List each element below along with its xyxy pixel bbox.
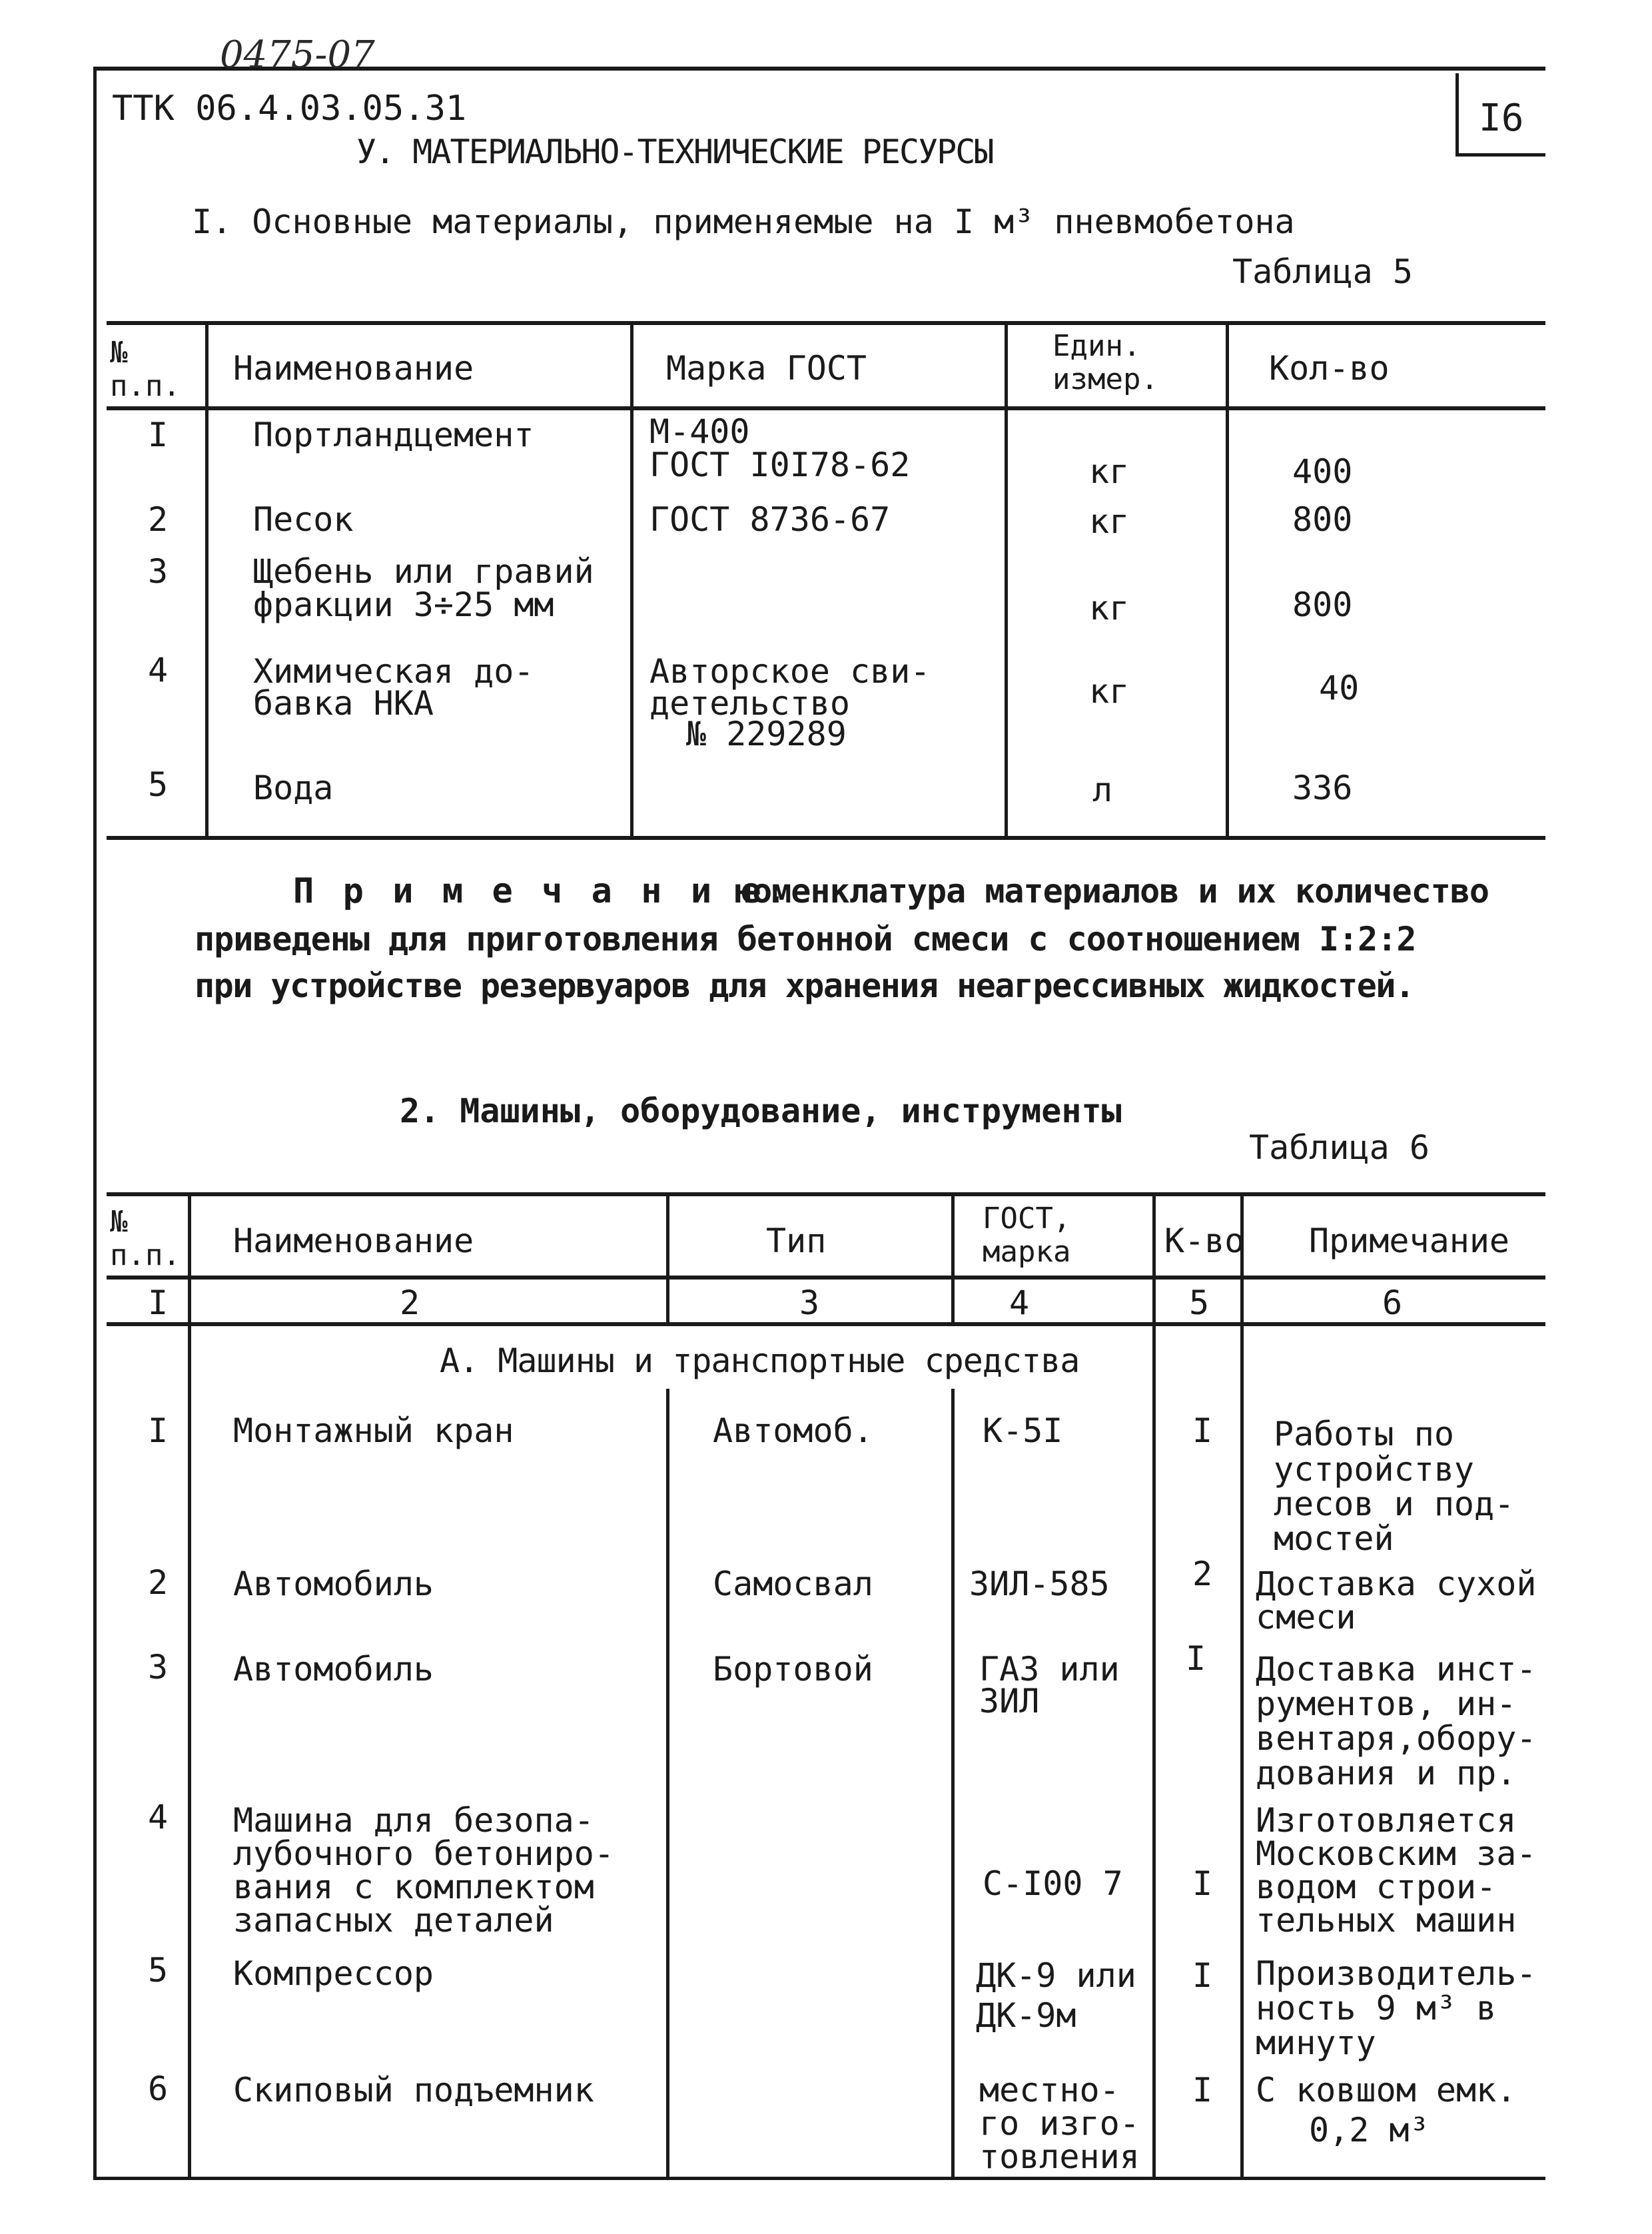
table5-cell-unit: кг <box>1089 589 1130 627</box>
table5-col-divider-1 <box>205 323 208 836</box>
table5-cell-gost: М-400 <box>649 412 750 451</box>
table6-cell-name: Монтажный кран <box>233 1411 514 1450</box>
table5-cell-num: 4 <box>148 651 169 689</box>
page-number-box <box>1455 73 1545 157</box>
table6-cell-note: С ковшом емк. <box>1256 2071 1517 2109</box>
table5-cell-num: 5 <box>148 765 169 804</box>
frame-bottom <box>93 2177 1545 2180</box>
table6-cell-note: смеси <box>1256 1598 1356 1637</box>
section-title: У. МАТЕРИАЛЬНО-ТЕХНИЧЕСКИЕ РЕСУРСЫ <box>356 133 993 171</box>
note-label: П р и м е ч а н и е: <box>293 871 791 911</box>
table5-col-divider-3 <box>1005 323 1008 836</box>
table5-header-num: № п.п. <box>110 336 181 403</box>
table6-cell-note: Изготовляется <box>1256 1801 1517 1840</box>
note-line-1: номенклатура материалов и их количество <box>733 872 1489 911</box>
table6-colnum: 5 <box>1189 1284 1210 1322</box>
table5-cell-qty: 400 <box>1292 452 1353 491</box>
table6-cell-gost: го изго- <box>979 2104 1140 2143</box>
table6-cell-note: Производитель- <box>1256 1954 1537 1993</box>
table6-cell-name: Скиповый подъемник <box>233 2071 594 2109</box>
table5-cell-qty: 336 <box>1292 769 1353 807</box>
table6-cell-qty: I <box>1192 1956 1213 1995</box>
table5-cell-name: Портландцемент <box>253 416 534 454</box>
table6-col-divider-3 <box>951 1194 955 1324</box>
table5-cell-num: 3 <box>148 552 169 591</box>
table5-label: Таблица 5 <box>1232 252 1413 291</box>
table5-cell-name: бавка НКА <box>253 684 434 723</box>
table6-cell-type: Самосвал <box>713 1565 873 1603</box>
table6-cell-gost: местно- <box>979 2071 1120 2109</box>
table6-cell-name: Компрессор <box>233 1954 434 1993</box>
table6-col-divider-1 <box>188 1194 191 2177</box>
table6-numbers-rule <box>107 1322 1545 1326</box>
table6-cell-num: 4 <box>148 1798 169 1836</box>
doc-code: ТТК 06.4.03.05.31 <box>112 89 467 129</box>
table6-cell-note: ность 9 м³ в <box>1256 1989 1497 2028</box>
frame-left <box>93 67 97 2178</box>
table6-cell-note: Доставка сухой <box>1256 1565 1537 1603</box>
table6-cell-note: тельных машин <box>1256 1901 1517 1940</box>
table6-group-title: А. Машины и транспортные средства <box>440 1341 1080 1380</box>
table6-header-type: Тип <box>766 1222 827 1260</box>
table6-cell-note: вентаря,обору- <box>1256 1719 1537 1758</box>
table6-header-name: Наименование <box>233 1222 474 1260</box>
table6-cell-note: лесов и под- <box>1274 1485 1515 1523</box>
table6-cell-gost: С-I00 7 <box>983 1864 1123 1903</box>
table6-cell-gost: ЗИЛ-585 <box>969 1565 1110 1603</box>
table5-cell-name: Вода <box>253 769 334 807</box>
table5-cell-qty: 800 <box>1292 500 1353 539</box>
table6-cell-note: рументов, ин- <box>1256 1684 1517 1723</box>
note-line-2: приведены для приготовления бетонной смеси с соотношением I:2:2 <box>195 920 1416 958</box>
table6-label: Таблица 6 <box>1249 1128 1430 1167</box>
table6-cell-note: Работы по <box>1274 1415 1454 1453</box>
table6-cell-qty: 2 <box>1192 1555 1213 1593</box>
table6-cell-type: Бортовой <box>713 1650 873 1688</box>
table5-cell-gost: Авторское сви- <box>649 652 931 691</box>
table5-cell-name: Химическая до- <box>253 652 534 691</box>
table6-header-gost: ГОСТ, марка <box>983 1202 1071 1269</box>
table5-cell-name: фракции 3÷25 мм <box>253 585 554 624</box>
table6-cell-gost: товления <box>979 2137 1140 2176</box>
table6-col-divider-4 <box>1152 1194 1156 2177</box>
table6-cell-type: Автомоб. <box>713 1411 873 1450</box>
table5-cell-name: Песок <box>253 500 354 539</box>
table6-cell-note: устройству <box>1274 1450 1475 1489</box>
table5-col-divider-2 <box>630 323 633 836</box>
table6-cell-num: 6 <box>148 2069 169 2108</box>
table5-header-qty: Кол-во <box>1269 349 1390 388</box>
table5-header-gost: Марка ГОСТ <box>666 349 867 388</box>
handwritten-number: 0475-07 <box>220 33 375 77</box>
table5-cell-gost: № 229289 <box>686 715 847 753</box>
table6-cell-qty: I <box>1192 1411 1213 1450</box>
table6-cell-qty: I <box>1192 2071 1213 2109</box>
table6-cell-name: запасных деталей <box>233 1901 554 1940</box>
table5-cell-num: I <box>148 416 169 454</box>
table6-cell-name: Автомобиль <box>233 1650 434 1688</box>
table5-top-rule <box>107 321 1545 325</box>
table6-cell-name: Автомобиль <box>233 1565 434 1603</box>
table6-col-divider-5 <box>1240 1194 1244 2177</box>
table6-cell-note: Московским за- <box>1256 1834 1537 1873</box>
table5-cell-qty: 40 <box>1319 669 1360 707</box>
table6-cell-gost: К-5I <box>983 1411 1063 1450</box>
table6-colnum: 2 <box>400 1284 420 1322</box>
table6-colnum: 6 <box>1382 1284 1403 1322</box>
table6-cell-note: Доставка инст- <box>1256 1650 1537 1688</box>
table6-cell-num: I <box>148 1411 169 1450</box>
section2-title: 2. Машины, оборудование, инструменты <box>400 1092 1122 1130</box>
table5-header-name: Наименование <box>233 349 474 388</box>
table5-cell-unit: кг <box>1089 502 1130 541</box>
table6-cell-gost: ГАЗ или <box>979 1650 1120 1688</box>
table5-cell-gost: ГОСТ I0I78-62 <box>649 446 911 484</box>
table6-cell-num: 5 <box>148 1951 169 1990</box>
table5-cell-gost: детельство <box>649 684 851 723</box>
section1-title: I. Основные материалы, применяемые на I м³ пневмобетона <box>192 202 1295 241</box>
table6-cell-note: дования и пр. <box>1256 1754 1517 1792</box>
table5-header-unit: Един. измер. <box>1052 329 1158 396</box>
table5-col-divider-4 <box>1226 323 1229 836</box>
table6-cell-gost: ДК-9 или <box>976 1956 1136 1995</box>
table6-cell-num: 2 <box>148 1563 169 1602</box>
table6-cell-note: 0,2 м³ <box>1309 2111 1430 2149</box>
table6-cell-gost: ДК-9м <box>976 1996 1076 2035</box>
table6-cell-num: 3 <box>148 1648 169 1686</box>
table5-header-rule <box>107 406 1545 410</box>
table6-header-qty: К-во <box>1164 1222 1245 1260</box>
table6-cell-name: лубочного бетониро- <box>233 1834 614 1873</box>
table6-col-divider-3-lower <box>951 1389 955 2177</box>
table6-cell-name: вания с комплектом <box>233 1868 594 1906</box>
table5-cell-qty: 800 <box>1292 585 1353 624</box>
table6-colnum: 4 <box>1009 1284 1030 1322</box>
table6-header-rule <box>107 1276 1545 1280</box>
table6-cell-qty: I <box>1192 1864 1213 1903</box>
table6-top-rule <box>107 1192 1545 1196</box>
table5-cell-unit: кг <box>1089 672 1130 711</box>
table5-cell-num: 2 <box>148 500 169 539</box>
table6-col-divider-2-lower <box>666 1389 669 2177</box>
table6-header-num: № п.п. <box>110 1205 181 1272</box>
table6-cell-name: Машина для безопа- <box>233 1801 594 1840</box>
page-number: I6 <box>1479 97 1524 140</box>
table6-colnum: 3 <box>799 1284 820 1322</box>
table6-cell-note: водом строи- <box>1256 1868 1497 1906</box>
table6-cell-note: минуту <box>1256 2024 1376 2062</box>
table6-col-divider-2 <box>666 1194 669 1324</box>
table5-cell-unit: л <box>1092 771 1113 809</box>
table6-cell-qty: I <box>1186 1639 1206 1678</box>
table6-cell-note: мостей <box>1274 1519 1394 1558</box>
table5-cell-gost: ГОСТ 8736-67 <box>649 500 891 539</box>
table6-header-note: Примечание <box>1309 1222 1510 1260</box>
table5-bottom-rule <box>107 836 1545 840</box>
table6-colnum: I <box>148 1284 169 1322</box>
table5-cell-name: Щебень или гравий <box>253 552 594 591</box>
table6-cell-gost: ЗИЛ <box>979 1682 1040 1720</box>
note-line-3: при устройстве резервуаров для хранения неагрессивных жидкостей. <box>195 966 1414 1005</box>
table5-cell-unit: кг <box>1089 452 1130 491</box>
